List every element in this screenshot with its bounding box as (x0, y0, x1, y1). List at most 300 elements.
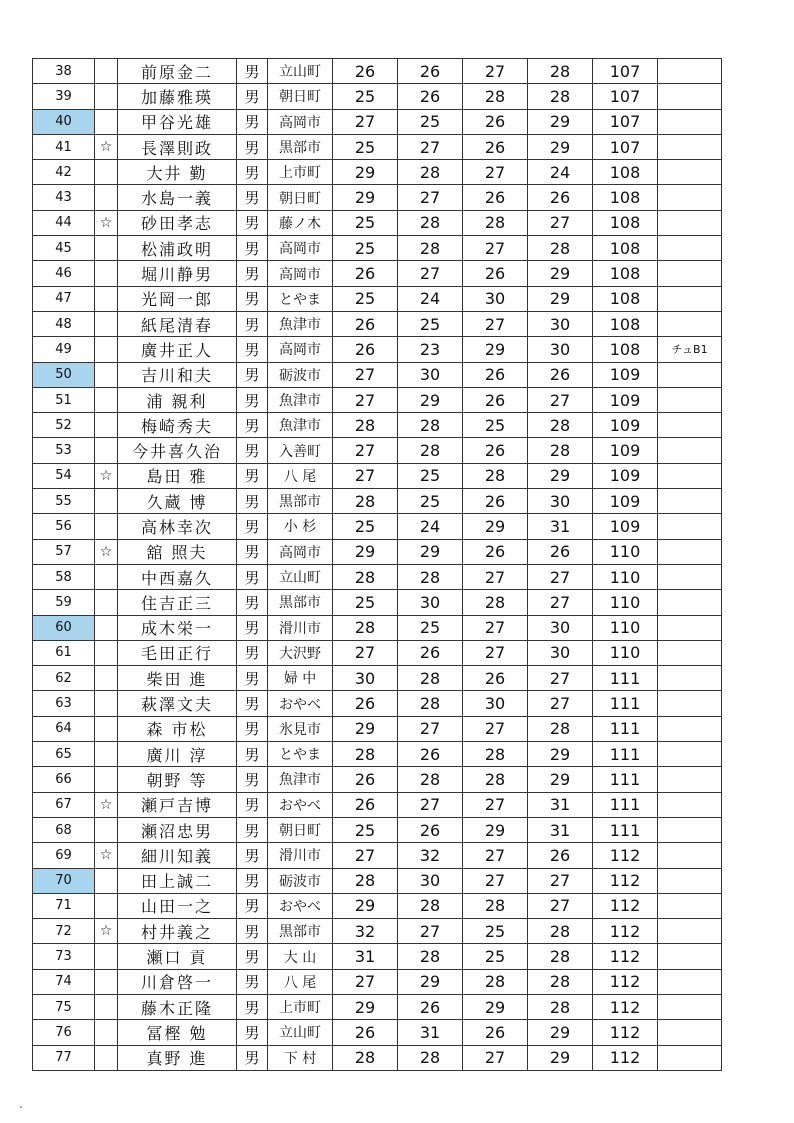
round-3-score-cell: 28 (463, 969, 528, 994)
round-4-score-cell: 28 (528, 438, 593, 463)
rank-cell: 45 (33, 236, 95, 261)
table-row (33, 742, 722, 767)
round-2-score-cell: 25 (398, 615, 463, 640)
rank-cell: 41 (33, 134, 95, 159)
club-cell: 下 村 (268, 1045, 333, 1070)
star-mark-cell: ☆ (95, 792, 118, 817)
total-score-cell: 109 (593, 489, 658, 514)
round-1-score-cell: 29 (333, 539, 398, 564)
sex-cell: 男 (237, 919, 268, 944)
round-2-score-cell: 27 (398, 261, 463, 286)
table-row (33, 539, 722, 564)
player-name-cell: 廣川 淳 (118, 742, 237, 767)
club-cell: 上市町 (268, 994, 333, 1019)
round-4-score-cell: 29 (528, 463, 593, 488)
note-cell (658, 387, 722, 412)
round-2-score-cell: 32 (398, 843, 463, 868)
round-3-score-cell: 28 (463, 590, 528, 615)
note-cell (658, 590, 722, 615)
round-3-score-cell: 25 (463, 919, 528, 944)
rank-cell: 65 (33, 742, 95, 767)
round-3-score-cell: 28 (463, 742, 528, 767)
total-score-cell: 112 (593, 868, 658, 893)
total-score-cell: 108 (593, 261, 658, 286)
player-name-cell: 瀬口 貢 (118, 944, 237, 969)
note-cell (658, 539, 722, 564)
table-row (33, 716, 722, 741)
round-2-score-cell: 27 (398, 919, 463, 944)
player-name-cell: 村井義之 (118, 919, 237, 944)
sex-cell: 男 (237, 210, 268, 235)
player-name-cell: 前原金二 (118, 59, 237, 84)
sex-cell: 男 (237, 109, 268, 134)
note-cell (658, 210, 722, 235)
player-name-cell: 廣井正人 (118, 337, 237, 362)
rank-cell: 49 (33, 337, 95, 362)
round-2-score-cell: 26 (398, 59, 463, 84)
round-1-score-cell: 27 (333, 362, 398, 387)
star-mark-cell (95, 944, 118, 969)
sex-cell: 男 (237, 716, 268, 741)
player-name-cell: 紙尾清春 (118, 311, 237, 336)
table-row (33, 210, 722, 235)
star-mark-cell (95, 742, 118, 767)
club-cell: 砺波市 (268, 362, 333, 387)
table-row (33, 438, 722, 463)
star-mark-cell (95, 514, 118, 539)
sex-cell: 男 (237, 236, 268, 261)
round-4-score-cell: 30 (528, 615, 593, 640)
rank-cell: 77 (33, 1045, 95, 1070)
round-1-score-cell: 26 (333, 337, 398, 362)
player-name-cell: 中西嘉久 (118, 564, 237, 589)
sex-cell: 男 (237, 311, 268, 336)
round-1-score-cell: 26 (333, 311, 398, 336)
table-row (33, 893, 722, 918)
sex-cell: 男 (237, 463, 268, 488)
player-name-cell: 朝野 等 (118, 767, 237, 792)
round-2-score-cell: 28 (398, 413, 463, 438)
total-score-cell: 110 (593, 615, 658, 640)
player-name-cell: 梅崎秀夫 (118, 413, 237, 438)
round-2-score-cell: 24 (398, 286, 463, 311)
club-cell: 立山町 (268, 59, 333, 84)
total-score-cell: 112 (593, 919, 658, 944)
round-4-score-cell: 28 (528, 969, 593, 994)
round-2-score-cell: 27 (398, 185, 463, 210)
star-mark-cell (95, 893, 118, 918)
sex-cell: 男 (237, 767, 268, 792)
club-cell: 大沢野 (268, 640, 333, 665)
round-1-score-cell: 25 (333, 514, 398, 539)
round-2-score-cell: 28 (398, 160, 463, 185)
round-1-score-cell: 27 (333, 463, 398, 488)
rank-cell: 73 (33, 944, 95, 969)
rank-cell: 70 (33, 868, 95, 893)
round-1-score-cell: 31 (333, 944, 398, 969)
round-3-score-cell: 26 (463, 438, 528, 463)
rank-cell: 48 (33, 311, 95, 336)
total-score-cell: 108 (593, 337, 658, 362)
round-2-score-cell: 25 (398, 311, 463, 336)
round-1-score-cell: 27 (333, 109, 398, 134)
rank-cell: 74 (33, 969, 95, 994)
star-mark-cell (95, 691, 118, 716)
note-cell (658, 160, 722, 185)
note-cell (658, 185, 722, 210)
player-name-cell: 住吉正三 (118, 590, 237, 615)
sex-cell: 男 (237, 261, 268, 286)
round-1-score-cell: 25 (333, 286, 398, 311)
total-score-cell: 108 (593, 286, 658, 311)
sex-cell: 男 (237, 969, 268, 994)
round-3-score-cell: 27 (463, 59, 528, 84)
rank-cell: 72 (33, 919, 95, 944)
table-row (33, 463, 722, 488)
note-cell (658, 489, 722, 514)
table-row (33, 1045, 722, 1070)
round-3-score-cell: 28 (463, 210, 528, 235)
round-1-score-cell: 26 (333, 261, 398, 286)
sex-cell: 男 (237, 843, 268, 868)
round-3-score-cell: 26 (463, 539, 528, 564)
total-score-cell: 107 (593, 134, 658, 159)
sex-cell: 男 (237, 438, 268, 463)
star-mark-cell: ☆ (95, 463, 118, 488)
table-row (33, 944, 722, 969)
star-mark-cell: ☆ (95, 919, 118, 944)
player-name-cell: 藤木正隆 (118, 994, 237, 1019)
round-3-score-cell: 27 (463, 1045, 528, 1070)
note-cell (658, 716, 722, 741)
star-mark-cell: ☆ (95, 539, 118, 564)
round-3-score-cell: 26 (463, 185, 528, 210)
round-2-score-cell: 30 (398, 362, 463, 387)
rank-cell: 39 (33, 84, 95, 109)
round-4-score-cell: 28 (528, 236, 593, 261)
sex-cell: 男 (237, 160, 268, 185)
round-4-score-cell: 27 (528, 210, 593, 235)
player-name-cell: 光岡一郎 (118, 286, 237, 311)
club-cell: 婦 中 (268, 666, 333, 691)
table-row (33, 640, 722, 665)
results-sheet (32, 58, 722, 1071)
club-cell: 立山町 (268, 564, 333, 589)
round-1-score-cell: 25 (333, 590, 398, 615)
club-cell: おやべ (268, 792, 333, 817)
club-cell: 入善町 (268, 438, 333, 463)
table-row (33, 489, 722, 514)
results-table-body (33, 59, 722, 1071)
rank-cell: 60 (33, 615, 95, 640)
club-cell: 黒部市 (268, 590, 333, 615)
star-mark-cell (95, 337, 118, 362)
total-score-cell: 109 (593, 514, 658, 539)
round-3-score-cell: 25 (463, 944, 528, 969)
sex-cell: 男 (237, 868, 268, 893)
star-mark-cell (95, 160, 118, 185)
star-mark-cell (95, 969, 118, 994)
club-cell: 黒部市 (268, 919, 333, 944)
note-cell (658, 311, 722, 336)
rank-cell: 64 (33, 716, 95, 741)
player-name-cell: 柴田 進 (118, 666, 237, 691)
total-score-cell: 111 (593, 742, 658, 767)
player-name-cell: 瀬沼忠男 (118, 817, 237, 842)
total-score-cell: 112 (593, 944, 658, 969)
total-score-cell: 112 (593, 843, 658, 868)
rank-cell: 44 (33, 210, 95, 235)
player-name-cell: 久蔵 博 (118, 489, 237, 514)
note-cell (658, 59, 722, 84)
sex-cell: 男 (237, 792, 268, 817)
round-1-score-cell: 28 (333, 564, 398, 589)
round-3-score-cell: 26 (463, 134, 528, 159)
table-row (33, 514, 722, 539)
round-2-score-cell: 28 (398, 944, 463, 969)
round-3-score-cell: 28 (463, 767, 528, 792)
club-cell: 滑川市 (268, 615, 333, 640)
table-row (33, 666, 722, 691)
note-cell (658, 666, 722, 691)
sex-cell: 男 (237, 134, 268, 159)
round-1-score-cell: 29 (333, 994, 398, 1019)
table-row (33, 236, 722, 261)
club-cell: 立山町 (268, 1020, 333, 1045)
table-row (33, 919, 722, 944)
round-4-score-cell: 24 (528, 160, 593, 185)
round-1-score-cell: 27 (333, 640, 398, 665)
note-cell (658, 438, 722, 463)
club-cell: 砺波市 (268, 868, 333, 893)
total-score-cell: 111 (593, 817, 658, 842)
star-mark-cell: ☆ (95, 210, 118, 235)
round-1-score-cell: 25 (333, 817, 398, 842)
round-2-score-cell: 26 (398, 84, 463, 109)
note-cell (658, 84, 722, 109)
round-3-score-cell: 27 (463, 792, 528, 817)
star-mark-cell: ☆ (95, 134, 118, 159)
player-name-cell: 山田一之 (118, 893, 237, 918)
round-4-score-cell: 29 (528, 109, 593, 134)
round-1-score-cell: 25 (333, 84, 398, 109)
round-1-score-cell: 27 (333, 969, 398, 994)
total-score-cell: 112 (593, 1045, 658, 1070)
sex-cell: 男 (237, 994, 268, 1019)
round-1-score-cell: 26 (333, 59, 398, 84)
round-2-score-cell: 28 (398, 564, 463, 589)
player-name-cell: 浦 親利 (118, 387, 237, 412)
total-score-cell: 111 (593, 666, 658, 691)
table-row (33, 868, 722, 893)
player-name-cell: 加藤雅瑛 (118, 84, 237, 109)
round-1-score-cell: 26 (333, 767, 398, 792)
round-4-score-cell: 30 (528, 489, 593, 514)
note-cell (658, 109, 722, 134)
note-cell (658, 868, 722, 893)
club-cell: 魚津市 (268, 387, 333, 412)
round-3-score-cell: 30 (463, 286, 528, 311)
star-mark-cell (95, 1020, 118, 1045)
note-cell (658, 362, 722, 387)
round-4-score-cell: 26 (528, 843, 593, 868)
round-4-score-cell: 28 (528, 59, 593, 84)
round-4-score-cell: 29 (528, 134, 593, 159)
round-2-score-cell: 28 (398, 767, 463, 792)
round-3-score-cell: 27 (463, 716, 528, 741)
results-table (32, 58, 722, 1071)
round-3-score-cell: 26 (463, 109, 528, 134)
club-cell: 朝日町 (268, 185, 333, 210)
total-score-cell: 109 (593, 413, 658, 438)
round-2-score-cell: 28 (398, 236, 463, 261)
rank-cell: 61 (33, 640, 95, 665)
table-row (33, 387, 722, 412)
total-score-cell: 109 (593, 387, 658, 412)
round-4-score-cell: 30 (528, 640, 593, 665)
round-4-score-cell: 28 (528, 994, 593, 1019)
player-name-cell: 舘 照夫 (118, 539, 237, 564)
player-name-cell: 堀川静男 (118, 261, 237, 286)
round-1-score-cell: 29 (333, 160, 398, 185)
club-cell: 上市町 (268, 160, 333, 185)
star-mark-cell (95, 286, 118, 311)
round-2-score-cell: 23 (398, 337, 463, 362)
star-mark-cell (95, 185, 118, 210)
round-3-score-cell: 26 (463, 666, 528, 691)
total-score-cell: 110 (593, 590, 658, 615)
round-4-score-cell: 27 (528, 387, 593, 412)
sex-cell: 男 (237, 640, 268, 665)
round-2-score-cell: 28 (398, 691, 463, 716)
round-3-score-cell: 28 (463, 84, 528, 109)
round-2-score-cell: 25 (398, 489, 463, 514)
rank-cell: 76 (33, 1020, 95, 1045)
round-4-score-cell: 26 (528, 362, 593, 387)
round-2-score-cell: 25 (398, 109, 463, 134)
round-2-score-cell: 29 (398, 539, 463, 564)
table-row (33, 767, 722, 792)
round-2-score-cell: 26 (398, 994, 463, 1019)
star-mark-cell (95, 666, 118, 691)
star-mark-cell (95, 994, 118, 1019)
player-name-cell: 今井喜久治 (118, 438, 237, 463)
table-row (33, 109, 722, 134)
note-cell: チュB1 (658, 337, 722, 362)
round-4-score-cell: 29 (528, 1020, 593, 1045)
round-1-score-cell: 28 (333, 868, 398, 893)
round-2-score-cell: 29 (398, 387, 463, 412)
round-4-score-cell: 28 (528, 944, 593, 969)
rank-cell: 57 (33, 539, 95, 564)
player-name-cell: 高林幸次 (118, 514, 237, 539)
table-row (33, 969, 722, 994)
total-score-cell: 108 (593, 185, 658, 210)
table-row (33, 994, 722, 1019)
sex-cell: 男 (237, 84, 268, 109)
rank-cell: 58 (33, 564, 95, 589)
round-1-score-cell: 27 (333, 438, 398, 463)
table-row (33, 843, 722, 868)
total-score-cell: 108 (593, 160, 658, 185)
total-score-cell: 111 (593, 792, 658, 817)
table-row (33, 185, 722, 210)
star-mark-cell (95, 767, 118, 792)
note-cell (658, 514, 722, 539)
note-cell (658, 413, 722, 438)
round-4-score-cell: 28 (528, 413, 593, 438)
rank-cell: 69 (33, 843, 95, 868)
total-score-cell: 108 (593, 311, 658, 336)
star-mark-cell (95, 1045, 118, 1070)
total-score-cell: 109 (593, 438, 658, 463)
table-row (33, 84, 722, 109)
round-1-score-cell: 30 (333, 666, 398, 691)
round-4-score-cell: 29 (528, 261, 593, 286)
sex-cell: 男 (237, 893, 268, 918)
club-cell: 高岡市 (268, 539, 333, 564)
club-cell: 魚津市 (268, 767, 333, 792)
round-2-score-cell: 28 (398, 210, 463, 235)
total-score-cell: 108 (593, 210, 658, 235)
club-cell: 高岡市 (268, 261, 333, 286)
round-1-score-cell: 25 (333, 236, 398, 261)
table-row (33, 261, 722, 286)
club-cell: とやま (268, 742, 333, 767)
table-row (33, 134, 722, 159)
note-cell (658, 463, 722, 488)
round-3-score-cell: 27 (463, 160, 528, 185)
round-1-score-cell: 29 (333, 185, 398, 210)
sex-cell: 男 (237, 337, 268, 362)
note-cell (658, 640, 722, 665)
table-row (33, 160, 722, 185)
rank-cell: 38 (33, 59, 95, 84)
table-row (33, 362, 722, 387)
club-cell: 氷見市 (268, 716, 333, 741)
sex-cell: 男 (237, 539, 268, 564)
round-1-score-cell: 27 (333, 843, 398, 868)
round-3-score-cell: 26 (463, 387, 528, 412)
player-name-cell: 大井 勤 (118, 160, 237, 185)
club-cell: 滑川市 (268, 843, 333, 868)
club-cell: 朝日町 (268, 817, 333, 842)
star-mark-cell (95, 590, 118, 615)
player-name-cell: 真野 進 (118, 1045, 237, 1070)
player-name-cell: 川倉啓一 (118, 969, 237, 994)
round-1-score-cell: 26 (333, 691, 398, 716)
round-2-score-cell: 28 (398, 893, 463, 918)
note-cell (658, 919, 722, 944)
star-mark-cell (95, 84, 118, 109)
round-2-score-cell: 27 (398, 716, 463, 741)
round-4-score-cell: 27 (528, 868, 593, 893)
round-2-score-cell: 30 (398, 868, 463, 893)
sex-cell: 男 (237, 944, 268, 969)
total-score-cell: 112 (593, 1020, 658, 1045)
round-3-score-cell: 26 (463, 362, 528, 387)
round-2-score-cell: 27 (398, 792, 463, 817)
table-row (33, 311, 722, 336)
total-score-cell: 112 (593, 994, 658, 1019)
total-score-cell: 107 (593, 59, 658, 84)
star-mark-cell (95, 236, 118, 261)
rank-cell: 54 (33, 463, 95, 488)
club-cell: 黒部市 (268, 134, 333, 159)
round-1-score-cell: 27 (333, 387, 398, 412)
round-3-score-cell: 27 (463, 564, 528, 589)
star-mark-cell (95, 615, 118, 640)
